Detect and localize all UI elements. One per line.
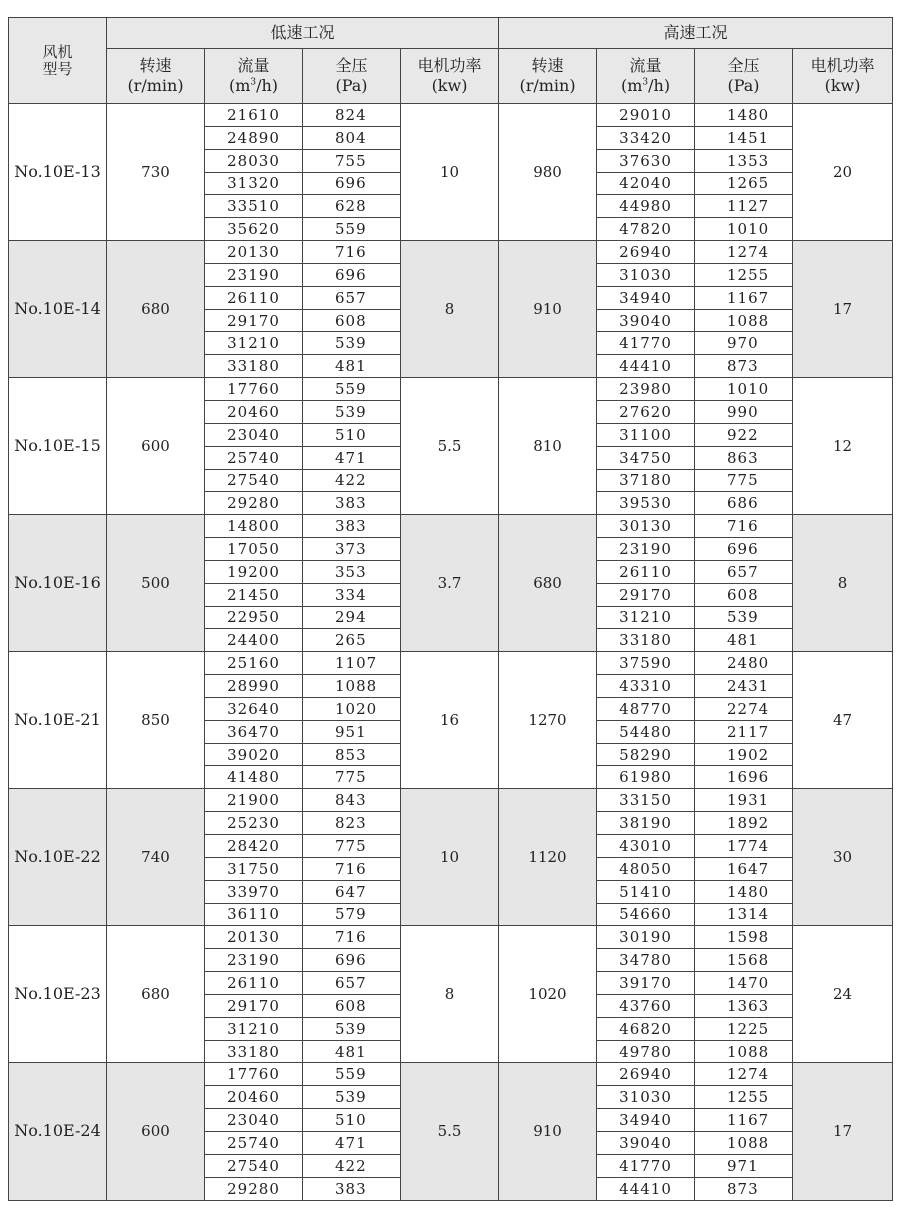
high-flow-cell: 43310 xyxy=(597,675,695,698)
low-power-cell: 10 xyxy=(401,789,499,926)
low-pressure-cell: 716 xyxy=(303,241,401,264)
low-power-cell: 5.5 xyxy=(401,1063,499,1200)
low-power-cell: 16 xyxy=(401,652,499,789)
low-pressure-cell: 510 xyxy=(303,423,401,446)
high-power-header: 电机功率 (kw) xyxy=(793,49,893,104)
model-cell: No.10E-21 xyxy=(9,652,107,789)
high-speed-group-header: 高速工况 xyxy=(499,18,893,49)
low-flow-cell: 23040 xyxy=(205,1109,303,1132)
low-flow-cell: 19200 xyxy=(205,560,303,583)
low-flow-cell: 29280 xyxy=(205,492,303,515)
low-flow-cell: 31210 xyxy=(205,332,303,355)
low-flow-cell: 24400 xyxy=(205,629,303,652)
high-speed-cell: 1020 xyxy=(499,926,597,1063)
high-pressure-cell: 1931 xyxy=(695,789,793,812)
low-flow-cell: 41480 xyxy=(205,766,303,789)
high-pressure-cell: 1480 xyxy=(695,104,793,127)
low-pressure-cell: 628 xyxy=(303,195,401,218)
low-pressure-cell: 657 xyxy=(303,286,401,309)
high-pressure-cell: 1274 xyxy=(695,241,793,264)
high-pressure-cell: 873 xyxy=(695,355,793,378)
high-flow-cell: 43010 xyxy=(597,835,695,858)
low-flow-cell: 24890 xyxy=(205,126,303,149)
table-row xyxy=(9,104,893,127)
low-pressure-cell: 843 xyxy=(303,789,401,812)
table-row xyxy=(9,241,893,264)
low-pressure-cell: 539 xyxy=(303,400,401,423)
low-pressure-cell: 559 xyxy=(303,1063,401,1086)
low-pressure-cell: 471 xyxy=(303,1131,401,1154)
low-flow-cell: 25740 xyxy=(205,1131,303,1154)
table-row xyxy=(9,515,893,538)
high-pressure-cell: 863 xyxy=(695,446,793,469)
low-pressure-cell: 422 xyxy=(303,469,401,492)
high-speed-cell: 680 xyxy=(499,515,597,652)
low-pressure-cell: 1107 xyxy=(303,652,401,675)
low-pressure-cell: 383 xyxy=(303,1177,401,1200)
high-power-cell: 17 xyxy=(793,241,893,378)
low-pressure-cell: 716 xyxy=(303,926,401,949)
high-speed-cell: 1120 xyxy=(499,789,597,926)
low-pressure-cell: 608 xyxy=(303,994,401,1017)
high-pressure-cell: 1167 xyxy=(695,286,793,309)
high-flow-cell: 31100 xyxy=(597,423,695,446)
high-flow-cell: 33180 xyxy=(597,629,695,652)
low-speed-cell: 680 xyxy=(107,926,205,1063)
high-pressure-cell: 971 xyxy=(695,1154,793,1177)
high-flow-cell: 43760 xyxy=(597,994,695,1017)
low-flow-cell: 33180 xyxy=(205,1040,303,1063)
high-pressure-cell: 990 xyxy=(695,400,793,423)
low-power-cell: 10 xyxy=(401,104,499,241)
high-speed-cell: 910 xyxy=(499,241,597,378)
high-pressure-cell: 970 xyxy=(695,332,793,355)
low-flow-cell: 21450 xyxy=(205,583,303,606)
high-pressure-cell: 1255 xyxy=(695,263,793,286)
low-flow-cell: 39020 xyxy=(205,743,303,766)
high-power-cell: 12 xyxy=(793,378,893,515)
high-flow-cell: 29170 xyxy=(597,583,695,606)
high-flow-cell: 34940 xyxy=(597,286,695,309)
high-pressure-cell: 1696 xyxy=(695,766,793,789)
low-flow-cell: 33510 xyxy=(205,195,303,218)
high-flow-cell: 34780 xyxy=(597,949,695,972)
model-header-line2: 型号 xyxy=(42,59,73,78)
high-flow-cell: 38190 xyxy=(597,812,695,835)
low-pressure-cell: 951 xyxy=(303,720,401,743)
low-pressure-cell: 755 xyxy=(303,149,401,172)
model-cell: No.10E-14 xyxy=(9,241,107,378)
high-power-cell: 17 xyxy=(793,1063,893,1200)
low-pressure-cell: 559 xyxy=(303,218,401,241)
low-flow-cell: 29170 xyxy=(205,994,303,1017)
low-flow-cell: 29280 xyxy=(205,1177,303,1200)
low-speed-cell: 600 xyxy=(107,1063,205,1200)
high-pressure-cell: 1480 xyxy=(695,880,793,903)
high-pressure-cell: 2117 xyxy=(695,720,793,743)
low-pressure-cell: 804 xyxy=(303,126,401,149)
high-flow-cell: 37180 xyxy=(597,469,695,492)
high-speed-cell: 910 xyxy=(499,1063,597,1200)
high-pressure-cell: 2431 xyxy=(695,675,793,698)
low-flow-cell: 22950 xyxy=(205,606,303,629)
low-pressure-cell: 608 xyxy=(303,309,401,332)
high-flow-cell: 29010 xyxy=(597,104,695,127)
model-cell: No.10E-22 xyxy=(9,789,107,926)
low-flow-cell: 20130 xyxy=(205,241,303,264)
high-flow-cell: 31030 xyxy=(597,1086,695,1109)
low-flow-cell: 20460 xyxy=(205,1086,303,1109)
low-pressure-cell: 481 xyxy=(303,1040,401,1063)
low-speed-cell: 850 xyxy=(107,652,205,789)
low-power-cell: 8 xyxy=(401,241,499,378)
low-flow-cell: 23190 xyxy=(205,949,303,972)
high-flow-cell: 34940 xyxy=(597,1109,695,1132)
fan-spec-table xyxy=(8,17,893,1201)
low-pressure-cell: 696 xyxy=(303,172,401,195)
high-pressure-cell: 775 xyxy=(695,469,793,492)
low-flow-cell: 27540 xyxy=(205,469,303,492)
low-pressure-cell: 696 xyxy=(303,949,401,972)
high-pressure-cell: 608 xyxy=(695,583,793,606)
low-flow-cell: 31320 xyxy=(205,172,303,195)
low-flow-cell: 27540 xyxy=(205,1154,303,1177)
low-flow-header: 流量 $(m^3/h)$ xyxy=(205,49,303,104)
high-flow-cell: 34750 xyxy=(597,446,695,469)
low-speed-cell: 500 xyxy=(107,515,205,652)
high-flow-cell: 54660 xyxy=(597,903,695,926)
spec-body xyxy=(9,104,893,1201)
high-pressure-cell: 686 xyxy=(695,492,793,515)
high-pressure-cell: 1010 xyxy=(695,218,793,241)
high-pressure-cell: 1088 xyxy=(695,309,793,332)
low-pressure-cell: 824 xyxy=(303,104,401,127)
low-flow-cell: 17760 xyxy=(205,378,303,401)
high-flow-cell: 30130 xyxy=(597,515,695,538)
table-row xyxy=(9,1063,893,1086)
high-flow-cell: 39170 xyxy=(597,972,695,995)
low-pressure-cell: 716 xyxy=(303,857,401,880)
model-header-line1: 风机 xyxy=(42,42,73,61)
high-pressure-cell: 1167 xyxy=(695,1109,793,1132)
high-pressure-cell: 1127 xyxy=(695,195,793,218)
high-pressure-cell: 1314 xyxy=(695,903,793,926)
low-speed-cell: 600 xyxy=(107,378,205,515)
low-pressure-cell: 539 xyxy=(303,332,401,355)
high-pressure-cell: 657 xyxy=(695,560,793,583)
high-pressure-cell: 2480 xyxy=(695,652,793,675)
high-power-cell: 20 xyxy=(793,104,893,241)
high-pressure-cell: 1265 xyxy=(695,172,793,195)
high-flow-cell: 33420 xyxy=(597,126,695,149)
low-flow-cell: 31750 xyxy=(205,857,303,880)
low-pressure-cell: 294 xyxy=(303,606,401,629)
high-pressure-cell: 1363 xyxy=(695,994,793,1017)
low-flow-cell: 25230 xyxy=(205,812,303,835)
low-flow-cell: 20460 xyxy=(205,400,303,423)
table-row xyxy=(9,378,893,401)
high-flow-cell: 27620 xyxy=(597,400,695,423)
high-flow-cell: 51410 xyxy=(597,880,695,903)
model-cell: No.10E-15 xyxy=(9,378,107,515)
high-speed-cell: 1270 xyxy=(499,652,597,789)
high-pressure-cell: 1088 xyxy=(695,1040,793,1063)
low-speed-cell: 680 xyxy=(107,241,205,378)
low-pressure-cell: 579 xyxy=(303,903,401,926)
low-flow-cell: 35620 xyxy=(205,218,303,241)
high-flow-cell: 39040 xyxy=(597,309,695,332)
low-speed-cell: 740 xyxy=(107,789,205,926)
low-power-header: 电机功率 (kw) xyxy=(401,49,499,104)
model-header xyxy=(9,18,107,104)
low-pressure-cell: 334 xyxy=(303,583,401,606)
high-power-cell: 47 xyxy=(793,652,893,789)
low-power-cell: 3.7 xyxy=(401,515,499,652)
high-pressure-cell: 1598 xyxy=(695,926,793,949)
low-pressure-cell: 373 xyxy=(303,538,401,561)
low-flow-cell: 36110 xyxy=(205,903,303,926)
high-flow-cell: 39040 xyxy=(597,1131,695,1154)
high-flow-cell: 46820 xyxy=(597,1017,695,1040)
high-flow-cell: 37590 xyxy=(597,652,695,675)
low-pressure-cell: 647 xyxy=(303,880,401,903)
table-row xyxy=(9,789,893,812)
low-flow-cell: 23190 xyxy=(205,263,303,286)
high-flow-header: 流量 $(m^3/h)$ xyxy=(597,49,695,104)
high-flow-cell: 58290 xyxy=(597,743,695,766)
high-pressure-cell: 2274 xyxy=(695,697,793,720)
model-cell: No.10E-16 xyxy=(9,515,107,652)
header-row-groups xyxy=(9,18,893,49)
low-pressure-cell: 471 xyxy=(303,446,401,469)
high-pressure-cell: 1902 xyxy=(695,743,793,766)
low-flow-cell: 14800 xyxy=(205,515,303,538)
high-flow-cell: 23980 xyxy=(597,378,695,401)
low-pressure-cell: 383 xyxy=(303,492,401,515)
low-pressure-cell: 539 xyxy=(303,1017,401,1040)
high-flow-cell: 47820 xyxy=(597,218,695,241)
header-row-columns xyxy=(9,49,893,104)
low-pressure-cell: 775 xyxy=(303,766,401,789)
model-cell: No.10E-24 xyxy=(9,1063,107,1200)
high-pressure-cell: 539 xyxy=(695,606,793,629)
low-pressure-cell: 510 xyxy=(303,1109,401,1132)
high-flow-cell: 31030 xyxy=(597,263,695,286)
high-pressure-cell: 481 xyxy=(695,629,793,652)
high-pressure-cell: 1088 xyxy=(695,1131,793,1154)
high-flow-cell: 26940 xyxy=(597,241,695,264)
low-pressure-cell: 696 xyxy=(303,263,401,286)
high-flow-cell: 23190 xyxy=(597,538,695,561)
high-pressure-cell: 1774 xyxy=(695,835,793,858)
low-pressure-cell: 657 xyxy=(303,972,401,995)
high-flow-cell: 44410 xyxy=(597,1177,695,1200)
high-pressure-cell: 1470 xyxy=(695,972,793,995)
low-pressure-header: 全压 (Pa) xyxy=(303,49,401,104)
high-pressure-cell: 1353 xyxy=(695,149,793,172)
high-speed-header: 转速 (r/min) xyxy=(499,49,597,104)
low-flow-cell: 17760 xyxy=(205,1063,303,1086)
high-pressure-cell: 1892 xyxy=(695,812,793,835)
high-speed-cell: 980 xyxy=(499,104,597,241)
high-power-cell: 24 xyxy=(793,926,893,1063)
low-pressure-cell: 265 xyxy=(303,629,401,652)
low-flow-cell: 25160 xyxy=(205,652,303,675)
low-flow-cell: 23040 xyxy=(205,423,303,446)
high-flow-cell: 54480 xyxy=(597,720,695,743)
low-flow-cell: 20130 xyxy=(205,926,303,949)
high-flow-cell: 61980 xyxy=(597,766,695,789)
low-flow-cell: 26110 xyxy=(205,286,303,309)
high-flow-cell: 41770 xyxy=(597,1154,695,1177)
model-cell: No.10E-13 xyxy=(9,104,107,241)
low-power-cell: 8 xyxy=(401,926,499,1063)
table-row xyxy=(9,926,893,949)
high-pressure-cell: 1647 xyxy=(695,857,793,880)
low-flow-cell: 28030 xyxy=(205,149,303,172)
low-pressure-cell: 559 xyxy=(303,378,401,401)
low-power-cell: 5.5 xyxy=(401,378,499,515)
high-pressure-cell: 873 xyxy=(695,1177,793,1200)
high-pressure-cell: 1225 xyxy=(695,1017,793,1040)
low-pressure-cell: 1088 xyxy=(303,675,401,698)
high-flow-cell: 48050 xyxy=(597,857,695,880)
low-flow-cell: 25740 xyxy=(205,446,303,469)
high-pressure-cell: 1010 xyxy=(695,378,793,401)
low-flow-cell: 31210 xyxy=(205,1017,303,1040)
low-pressure-cell: 422 xyxy=(303,1154,401,1177)
low-pressure-cell: 383 xyxy=(303,515,401,538)
high-flow-cell: 26940 xyxy=(597,1063,695,1086)
high-flow-cell: 33150 xyxy=(597,789,695,812)
low-flow-cell: 21610 xyxy=(205,104,303,127)
high-pressure-cell: 1451 xyxy=(695,126,793,149)
table-row xyxy=(9,652,893,675)
high-pressure-cell: 1568 xyxy=(695,949,793,972)
high-flow-cell: 39530 xyxy=(597,492,695,515)
high-flow-cell: 44410 xyxy=(597,355,695,378)
low-flow-cell: 33970 xyxy=(205,880,303,903)
model-cell: No.10E-23 xyxy=(9,926,107,1063)
high-pressure-cell: 1255 xyxy=(695,1086,793,1109)
high-flow-cell: 42040 xyxy=(597,172,695,195)
low-pressure-cell: 539 xyxy=(303,1086,401,1109)
high-pressure-cell: 716 xyxy=(695,515,793,538)
low-flow-cell: 36470 xyxy=(205,720,303,743)
high-flow-cell: 49780 xyxy=(597,1040,695,1063)
low-flow-cell: 17050 xyxy=(205,538,303,561)
high-pressure-cell: 696 xyxy=(695,538,793,561)
high-pressure-cell: 922 xyxy=(695,423,793,446)
low-pressure-cell: 823 xyxy=(303,812,401,835)
high-power-cell: 30 xyxy=(793,789,893,926)
low-pressure-cell: 353 xyxy=(303,560,401,583)
high-pressure-header: 全压 (Pa) xyxy=(695,49,793,104)
low-flow-cell: 26110 xyxy=(205,972,303,995)
high-flow-cell: 26110 xyxy=(597,560,695,583)
high-flow-cell: 41770 xyxy=(597,332,695,355)
high-flow-cell: 44980 xyxy=(597,195,695,218)
low-speed-group-header: 低速工况 xyxy=(107,18,499,49)
high-flow-cell: 31210 xyxy=(597,606,695,629)
high-flow-cell: 48770 xyxy=(597,697,695,720)
low-pressure-cell: 1020 xyxy=(303,697,401,720)
low-pressure-cell: 775 xyxy=(303,835,401,858)
high-pressure-cell: 1274 xyxy=(695,1063,793,1086)
low-flow-cell: 33180 xyxy=(205,355,303,378)
low-flow-cell: 21900 xyxy=(205,789,303,812)
low-speed-cell: 730 xyxy=(107,104,205,241)
low-flow-cell: 28990 xyxy=(205,675,303,698)
low-speed-header: 转速 (r/min) xyxy=(107,49,205,104)
low-pressure-cell: 853 xyxy=(303,743,401,766)
low-flow-cell: 29170 xyxy=(205,309,303,332)
low-flow-cell: 28420 xyxy=(205,835,303,858)
high-power-cell: 8 xyxy=(793,515,893,652)
high-flow-cell: 30190 xyxy=(597,926,695,949)
high-speed-cell: 810 xyxy=(499,378,597,515)
low-flow-cell: 32640 xyxy=(205,697,303,720)
low-pressure-cell: 481 xyxy=(303,355,401,378)
high-flow-cell: 37630 xyxy=(597,149,695,172)
